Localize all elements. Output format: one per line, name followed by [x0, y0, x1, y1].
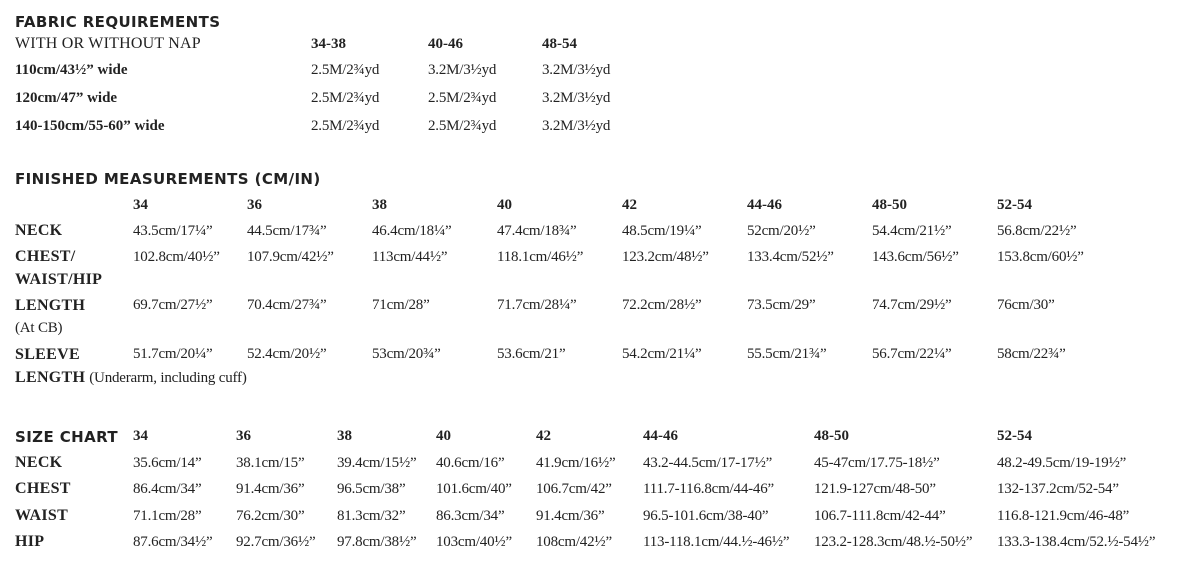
chest-label: CHEST/ [15, 248, 76, 265]
size-header: 48-50 [814, 428, 849, 444]
fabric-value: 3.2M/3½yd [542, 118, 611, 134]
hip-label: HIP [15, 533, 45, 550]
size-header: 38 [337, 428, 352, 444]
size-chart-value: 96.5cm/38” [337, 481, 406, 497]
size-header: 36 [247, 197, 262, 213]
length-value: 70.4cm/27¾” [247, 297, 327, 313]
neck-label: NECK [15, 454, 63, 471]
waist-hip-label: WAIST/HIP [15, 271, 103, 288]
chest-value: 107.9cm/42½” [247, 249, 334, 265]
length-value: 74.7cm/29½” [872, 297, 952, 313]
waist-label: WAIST [15, 507, 69, 524]
size-chart-value: 39.4cm/15½” [337, 455, 417, 471]
fabric-width-label: 140-150cm/55-60” wide [15, 118, 165, 134]
sleeve-value: 52.4cm/20½” [247, 346, 327, 362]
sleeve-value: 55.5cm/21¾” [747, 346, 827, 362]
sleeve-note: (Underarm, including cuff) [89, 370, 247, 386]
size-chart-value: 87.6cm/34½” [133, 534, 213, 550]
neck-value: 56.8cm/22½” [997, 223, 1077, 239]
chest-value: 123.2cm/48½” [622, 249, 709, 265]
size-header: 34 [133, 197, 148, 213]
fabric-value: 2.5M/2¾yd [311, 118, 380, 134]
size-chart-value: 103cm/40½” [436, 534, 512, 550]
sleeve-value: 51.7cm/20¼” [133, 346, 213, 362]
size-chart-value: 132-137.2cm/52-54” [997, 481, 1119, 497]
size-chart-value: 81.3cm/32” [337, 508, 406, 524]
size-header: 38 [372, 197, 387, 213]
size-header: 52-54 [997, 197, 1032, 213]
size-chart-value: 92.7cm/36½” [236, 534, 316, 550]
length-label: LENGTH [15, 297, 86, 314]
size-header: 48-50 [872, 197, 907, 213]
sleeve-value: 56.7cm/22¼” [872, 346, 952, 362]
size-chart-value: 121.9-127cm/48-50” [814, 481, 936, 497]
sleeve-length-label-row [15, 369, 247, 387]
size-chart-value: 35.6cm/14” [133, 455, 202, 471]
size-chart-value: 48.2-49.5cm/19-19½” [997, 455, 1127, 471]
size-chart-value: 123.2-128.3cm/48.½-50½” [814, 534, 973, 550]
size-header: 42 [622, 197, 637, 213]
chest-value: 102.8cm/40½” [133, 249, 220, 265]
sleeve-length-label: LENGTH [15, 369, 86, 386]
fabric-value: 2.5M/2¾yd [428, 90, 497, 106]
size-chart-value: 106.7cm/42” [536, 481, 612, 497]
fabric-size-header: 40-46 [428, 36, 463, 52]
fabric-value: 3.2M/3½yd [542, 90, 611, 106]
sleeve-label: SLEEVE [15, 346, 80, 363]
size-header: 52-54 [997, 428, 1032, 444]
fabric-value: 2.5M/2¾yd [311, 90, 380, 106]
fabric-size-header: 34-38 [311, 36, 346, 52]
size-chart-value: 43.2-44.5cm/17-17½” [643, 455, 773, 471]
fabric-value: 3.2M/3½yd [428, 62, 497, 78]
size-header: 36 [236, 428, 251, 444]
size-header: 42 [536, 428, 551, 444]
neck-value: 44.5cm/17¾” [247, 223, 327, 239]
length-value: 71.7cm/28¼” [497, 297, 577, 313]
size-chart-value: 113-118.1cm/44.½-46½” [643, 534, 790, 550]
fabric-value: 3.2M/3½yd [542, 62, 611, 78]
size-header: 44-46 [643, 428, 678, 444]
length-value: 72.2cm/28½” [622, 297, 702, 313]
chest-value: 143.6cm/56½” [872, 249, 959, 265]
size-header: 44-46 [747, 197, 782, 213]
size-chart-value: 45-47cm/17.75-18½” [814, 455, 940, 471]
nap-subtitle: WITH OR WITHOUT NAP [15, 35, 201, 52]
size-chart-title: SIZE CHART [15, 428, 119, 446]
size-chart-value: 111.7-116.8cm/44-46” [643, 481, 774, 497]
chest-value: 113cm/44½” [372, 249, 448, 265]
neck-value: 52cm/20½” [747, 223, 816, 239]
size-header: 40 [497, 197, 512, 213]
sleeve-value: 53cm/20¾” [372, 346, 441, 362]
fabric-requirements-title: FABRIC REQUIREMENTS [15, 13, 221, 31]
size-header: 40 [436, 428, 451, 444]
chest-label: CHEST [15, 480, 71, 497]
sleeve-value: 54.2cm/21¼” [622, 346, 702, 362]
neck-label: NECK [15, 222, 63, 239]
sleeve-value: 58cm/22¾” [997, 346, 1066, 362]
size-chart-value: 106.7-111.8cm/42-44” [814, 508, 946, 524]
length-value: 69.7cm/27½” [133, 297, 213, 313]
fabric-width-label: 120cm/47” wide [15, 90, 118, 106]
size-chart-value: 116.8-121.9cm/46-48” [997, 508, 1130, 524]
length-value: 71cm/28” [372, 297, 430, 313]
neck-value: 48.5cm/19¼” [622, 223, 702, 239]
size-chart-value: 86.3cm/34” [436, 508, 505, 524]
size-header: 34 [133, 428, 148, 444]
size-chart-value: 76.2cm/30” [236, 508, 305, 524]
chest-value: 153.8cm/60½” [997, 249, 1084, 265]
fabric-value: 2.5M/2¾yd [428, 118, 497, 134]
neck-value: 47.4cm/18¾” [497, 223, 577, 239]
chest-value: 133.4cm/52½” [747, 249, 834, 265]
size-chart-value: 91.4cm/36” [536, 508, 605, 524]
size-chart-value: 96.5-101.6cm/38-40” [643, 508, 769, 524]
size-chart-value: 41.9cm/16½” [536, 455, 616, 471]
fabric-size-header: 48-54 [542, 36, 577, 52]
neck-value: 54.4cm/21½” [872, 223, 952, 239]
fabric-value: 2.5M/2¾yd [311, 62, 380, 78]
size-chart-value: 40.6cm/16” [436, 455, 505, 471]
size-chart-value: 91.4cm/36” [236, 481, 305, 497]
size-chart-value: 133.3-138.4cm/52.½-54½” [997, 534, 1156, 550]
length-note: (At CB) [15, 320, 63, 336]
length-value: 76cm/30” [997, 297, 1055, 313]
sleeve-value: 53.6cm/21” [497, 346, 566, 362]
neck-value: 43.5cm/17¼” [133, 223, 213, 239]
size-chart-value: 97.8cm/38½” [337, 534, 417, 550]
size-chart-value: 86.4cm/34” [133, 481, 202, 497]
size-chart-value: 71.1cm/28” [133, 508, 202, 524]
size-chart-value: 101.6cm/40” [436, 481, 512, 497]
length-value: 73.5cm/29” [747, 297, 816, 313]
neck-value: 46.4cm/18¼” [372, 223, 452, 239]
size-chart-value: 38.1cm/15” [236, 455, 305, 471]
fabric-width-label: 110cm/43½” wide [15, 62, 128, 78]
finished-measurements-title: FINISHED MEASUREMENTS (CM/IN) [15, 170, 321, 188]
size-chart-value: 108cm/42½” [536, 534, 612, 550]
chest-value: 118.1cm/46½” [497, 249, 584, 265]
